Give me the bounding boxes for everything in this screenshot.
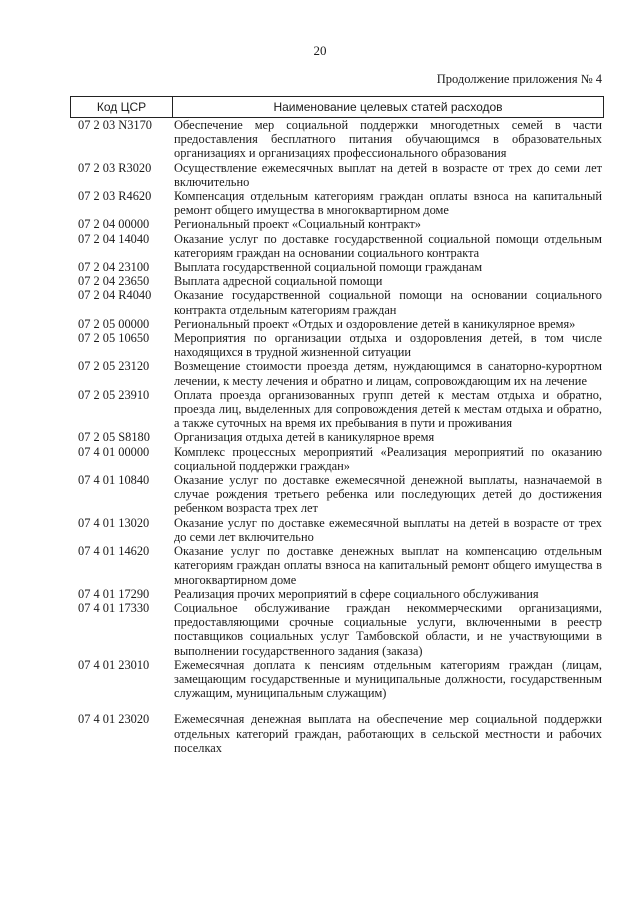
row-name: Мероприятия по организации отдыха и оздоровления детей, в том числе находящихся в трудной жизненной ситуации: [174, 331, 602, 360]
page-number: 20: [313, 43, 327, 58]
row-name: Выплата государственной социальной помощи гражданам: [174, 260, 483, 275]
table-row: [70, 516, 604, 544]
row-name: Региональный проект «Отдых и оздоровление детей в каникулярное время»: [174, 316, 576, 331]
row-code: 07 2 04 23650: [78, 274, 150, 289]
row-code: 07 2 04 R4040: [78, 288, 152, 303]
table-header: [70, 96, 604, 118]
table-row: [70, 473, 604, 516]
table-row: [70, 260, 604, 274]
table-row: [70, 544, 604, 587]
row-code: 07 4 01 14620: [78, 544, 150, 559]
row-code: 07 4 01 17290: [78, 586, 150, 601]
row-code: 07 4 01 17330: [78, 600, 150, 615]
table-row: [70, 587, 604, 601]
row-code: 07 2 04 00000: [78, 217, 150, 232]
expense-codes-table: [70, 96, 604, 755]
table-row: [70, 161, 604, 189]
row-code: 07 2 05 10650: [78, 331, 150, 346]
row-name: Оказание услуг по доставке денежных выплат на компенсацию отдельным категориям граждан оплаты взноса на капитальный ремонт общего имущества в многоквартирном доме: [174, 544, 602, 587]
table-row: [70, 274, 604, 288]
table-row: [70, 430, 604, 444]
row-code: 07 4 01 10840: [78, 473, 150, 488]
table-row: [70, 232, 604, 260]
row-name: Обеспечение мер социальной поддержки многодетных семей в части предоставления бесплатного питания обучающимся в образовательных организациях и организациях профессионального образования: [174, 118, 602, 161]
row-code: 07 2 03 N3170: [78, 118, 152, 132]
table-row: [70, 359, 604, 387]
row-name: Комплекс процессных мероприятий «Реализация мероприятий по оказанию социальной поддержки граждан»: [174, 444, 602, 473]
table-row: [70, 331, 604, 359]
row-name: Ежемесячная доплата к пенсиям отдельным категориям граждан (лицам, замещающим государственные и муниципальные должности, государственным служащим, муниципальным служащим): [174, 657, 602, 701]
table-row: [70, 189, 604, 217]
row-name: Осуществление ежемесячных выплат на детей в возрасте от трех до семи лет включительно: [174, 160, 602, 189]
table-row: [70, 388, 604, 431]
row-code: 07 2 03 R4620: [78, 189, 152, 204]
table-row: [70, 217, 604, 231]
table-row: [70, 445, 604, 473]
table-row: [70, 317, 604, 331]
row-name: Реализация прочих мероприятий в сфере социального обслуживания: [174, 586, 539, 601]
header-code: Код ЦСР: [70, 97, 173, 117]
row-code: 07 2 05 23910: [78, 387, 150, 402]
row-name: Оплата проезда организованных групп детей к местам отдыха и обратно, проезда лиц, выделенных для сопровождения детей к местам отдыха и обратно, а также суточных на время их пребывания в пути и проживания: [174, 387, 602, 431]
row-code: 07 2 03 R3020: [78, 160, 152, 175]
row-code: 07 4 01 23020: [78, 712, 150, 727]
table-row: [70, 658, 604, 701]
row-name: Социальное обслуживание граждан некоммерческими организациями, предоставляющими срочные социальные услуги, включенными в реестр поставщиков социальных услуг Тамбовской области, и не участвующими в выполнении государственного задания (заказа): [174, 600, 602, 658]
row-name: Выплата адресной социальной помощи: [174, 274, 383, 289]
row-code: 07 2 04 14040: [78, 231, 150, 246]
table-row: [70, 601, 604, 658]
row-name: Возмещение стоимости проезда детям, нуждающимся в санаторно-курортном лечении, к месту лечения и обратно и лицам, сопровождающим их на лечение: [174, 359, 602, 388]
header-name: Наименование целевых статей расходов: [173, 97, 604, 117]
row-name: Оказание услуг по доставке государственной социальной помощи отдельным категориям граждан на основании социального контракта: [174, 231, 602, 260]
row-code: 07 2 05 23120: [78, 359, 150, 374]
row-name: Ежемесячная денежная выплата на обеспечение мер социальной поддержки отдельных категорий граждан, работающих в сельской местности и рабочих поселках: [174, 712, 602, 755]
row-name: Оказание государственной социальной помощи на основании социального контракта отдельным категориям граждан: [174, 288, 602, 317]
row-code: 07 4 01 13020: [78, 515, 150, 530]
row-code: 07 4 01 23010: [78, 657, 150, 672]
table-row: [70, 712, 604, 755]
row-code: 07 4 01 00000: [78, 444, 150, 459]
row-name: Компенсация отдельным категориям граждан оплаты взноса на капитальный ремонт общего имущества в многоквартирном доме: [174, 189, 602, 218]
table-body: [70, 118, 604, 755]
row-name: Оказание услуг по доставке ежемесячной выплаты на детей в возрасте от трех до семи лет включительно: [174, 515, 602, 544]
row-code: 07 2 04 23100: [78, 260, 150, 275]
continuation-note: Продолжение приложения № 4: [436, 72, 602, 86]
row-code: 07 2 05 00000: [78, 316, 150, 331]
table-row: [70, 118, 604, 161]
table-row: [70, 288, 604, 316]
row-name: Оказание услуг по доставке ежемесячной денежной выплаты, назначаемой в случае рождения третьего ребенка или последующих детей до достижения ребенком возраста трех лет: [174, 473, 602, 516]
row-name: Региональный проект «Социальный контракт»: [174, 217, 421, 232]
row-name: Организация отдыха детей в каникулярное время: [174, 430, 435, 445]
row-code: 07 2 05 S8180: [78, 430, 150, 445]
